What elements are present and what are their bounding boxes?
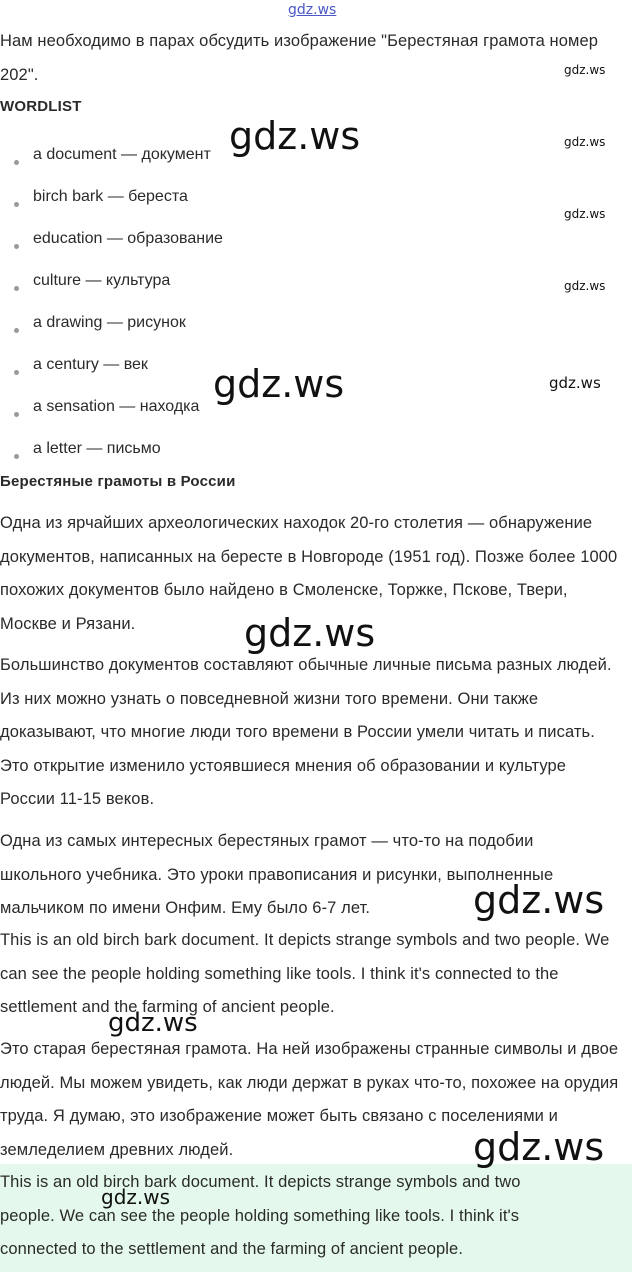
text-line: Большинство документов составляют обычные личные письма разных людей. (0, 656, 612, 674)
bullet-icon (14, 454, 19, 459)
text-line: России 11-15 веков. (0, 790, 155, 808)
text-line: похожих документов было найдено в Смоленске, Торжке, Пскове, Твери, (0, 581, 568, 599)
text-line: земледелием древних людей. (0, 1140, 234, 1159)
answer-text (0, 1166, 632, 1267)
watermark: gdz.ws (564, 279, 606, 293)
bullet-icon (14, 286, 19, 291)
watermark: gdz.ws (564, 207, 606, 221)
site-link[interactable]: gdz.ws (288, 2, 337, 18)
text-line: connected to the settlement and the farming of ancient people. (0, 1240, 464, 1258)
intro-line: 202". (0, 65, 39, 84)
text-line: мальчиком по имени Онфим. Ему было 6-7 лет. (0, 899, 371, 917)
text-line: settlement and the farming of ancient people. (0, 998, 335, 1016)
bullet-icon (14, 370, 19, 375)
text-line: This is an old birch bark document. It depicts strange symbols and two (0, 1173, 521, 1191)
intro-line: Нам необходимо в парах обсудить изображение "Берестяная грамота номер (0, 32, 599, 50)
text-line: доказывают, что многие люди того времени в России умели читать и писать. (0, 723, 595, 741)
watermark: gdz.ws (213, 362, 345, 406)
text-line: школьного учебника. Это уроки правописания и рисунки, выполненные (0, 865, 554, 884)
paragraph-english (0, 924, 632, 1025)
text-line: people. We can see the people holding something like tools. I think it's (0, 1206, 520, 1225)
bullet-icon (14, 328, 19, 333)
watermark: gdz.ws (473, 878, 605, 922)
watermark: gdz.ws (244, 611, 376, 655)
watermark: gdz.ws (229, 114, 361, 158)
watermark: gdz.ws (101, 1185, 171, 1209)
text-line: Из них можно узнать о повседневной жизни того времени. Они также (0, 689, 539, 708)
watermark: gdz.ws (564, 135, 606, 149)
text-line: документов, написанных на бересте в Новгороде (1951 год). Позже более 1000 (0, 547, 618, 566)
text-line: Это открытие изменило устоявшиеся мнения об образовании и культуре (0, 756, 567, 775)
text-line: Одна из самых интересных берестяных грамот — что-то на подобии (0, 832, 534, 850)
text-line: Москве и Рязани. (0, 614, 136, 633)
section-heading: Берестяные грамоты в России (0, 473, 236, 490)
bullet-icon (14, 160, 19, 165)
bullet-icon (14, 202, 19, 207)
text-line: can see the people holding something like tools. I think it's connected to the (0, 964, 559, 983)
text-line: Это старая берестяная грамота. На ней изображены странные символы и двое (0, 1040, 619, 1058)
intro-paragraph (0, 25, 632, 92)
watermark: gdz.ws (564, 63, 606, 77)
paragraph-letters (0, 649, 632, 817)
bullet-icon (14, 412, 19, 417)
text-line: труда. Я думаю, это изображение может быть связано с поселениями и (0, 1107, 558, 1125)
wordlist-heading: WORDLIST (0, 98, 82, 115)
watermark: gdz.ws (108, 1008, 198, 1038)
text-line: This is an old birch bark document. It depicts strange symbols and two people. We (0, 931, 610, 949)
watermark: gdz.ws (473, 1125, 605, 1169)
bullet-icon (14, 244, 19, 249)
text-line: Одна из ярчайших археологических находок 20-го столетия — обнаружение (0, 514, 593, 532)
watermark: gdz.ws (549, 374, 601, 392)
answer-box (0, 1164, 632, 1272)
text-line: людей. Мы можем увидеть, как люди держат в руках что-то, похожее на орудия (0, 1073, 619, 1092)
